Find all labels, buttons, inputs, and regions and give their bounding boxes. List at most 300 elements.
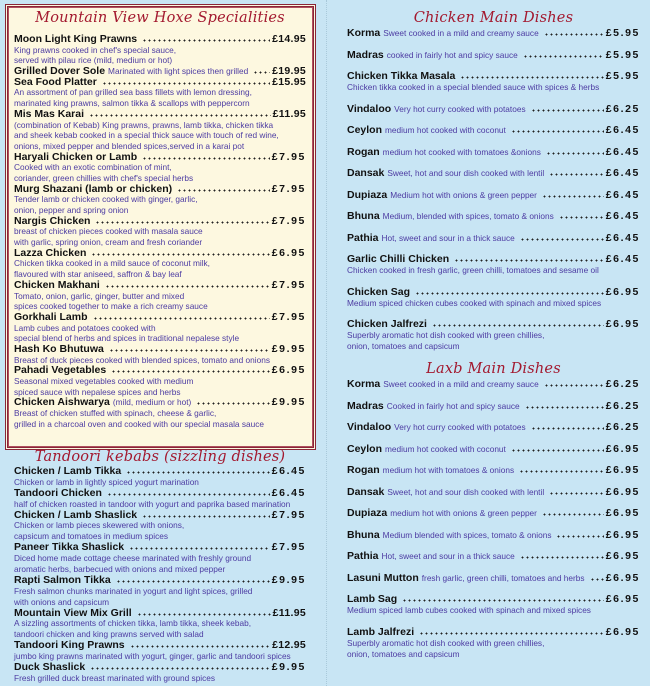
dish-description: King prawns cooked in chef's special sauce, [14,44,177,55]
dotted-leader [556,530,603,538]
menu-item-row [347,287,640,298]
menu-item [347,50,640,61]
dish-description: served with pilau rice (mild, medium or hot) [14,55,173,66]
dish-name: Mountain View Mix Grill [14,606,132,619]
dish-name: Sea Food Platter [14,75,97,88]
menu-list [347,28,640,352]
dotted-leader [107,488,270,496]
dish-name: Mis Mas Karai [14,107,85,120]
dish-description: Chicken cooked in fresh garlic, green chilli, tomatoes and sesame oil [347,265,599,275]
section-heading: Mountain View Hoxe Specialities [35,10,285,26]
menu-item [14,248,306,280]
dish-price: £6.45 [605,167,640,179]
menu-item-row [347,50,640,61]
dish-name: Dupiaza [347,507,388,519]
menu-item [14,344,306,365]
dish-price: £6.45 [605,188,640,201]
menu-list [14,34,306,429]
dish-description: aromatic herbs, barbecued with onions and mixed pepper [14,564,226,575]
dish-description: A sizzling assortments of chicken tikka, lamb tikka, sheek kebab, [14,618,252,629]
dish-name: Lazza Chicken [14,246,87,259]
dish-price: £6.95 [605,464,640,476]
menu-item [347,465,640,476]
menu-item-row [347,190,640,201]
dish-inline-description: Very hot curry cooked with potatoes [394,103,526,114]
dish-name: Grilled Dover Sole [14,65,106,78]
dish-description: (combination of Kebab) King prawns, prawns, lamb tikka, chicken tikka [14,119,274,130]
dish-inline-description: Cooked in fairly hot and spicy sauce [386,400,520,411]
menu-item [347,211,640,222]
column-divider [326,0,327,686]
dotted-leader [542,190,604,198]
dotted-leader [544,379,604,387]
dotted-leader [142,510,270,518]
menu-item [347,422,640,433]
dish-name: Vindaloo [347,421,392,433]
dish-name: Bhuna [347,210,380,222]
dish-description: Medium spiced chicken cubes cooked with spinach and mixed spices [347,297,602,308]
dish-description: special blend of herbs and spices in traditional nepalese style [14,333,240,344]
menu-item-row [347,211,640,222]
menu-item [14,662,306,684]
menu-item-row [347,508,640,519]
dish-name: Korma [347,27,381,39]
dish-description: Chicken or lamb pieces skewered with onions, [14,520,185,531]
dish-description: spiced sauce with nepalese spices and herbs [14,386,181,397]
menu-item [14,397,306,429]
dish-name: Duck Shaslick [14,661,86,674]
dish-description: Medium spiced lamb cubes cooked with spinach and mixed spices [347,605,591,615]
menu-item [14,109,306,152]
dotted-leader [90,662,270,670]
dotted-leader [177,184,270,192]
dish-inline-description: medium hot cooked with tomatoes &onions [382,146,541,157]
dotted-leader [402,594,604,602]
dish-price: £6.45 [605,253,640,265]
dotted-leader [549,487,604,495]
menu-item [347,147,640,158]
dotted-leader [432,319,604,327]
menu-item [347,104,640,115]
menu-item [347,125,640,136]
dish-name: Ceylon [347,442,383,455]
menu-item [14,280,306,312]
menu-item-row [14,109,306,120]
menu-item [14,152,306,184]
section-heading: Laxb Main Dishes [426,361,561,377]
dish-name: Rapti Salmon Tikka [14,573,111,586]
menu-item-row [14,216,306,227]
menu-item-row [347,465,640,476]
dish-inline-description: Sweet cooked in a mild and creamy sauce [383,379,539,389]
dish-name: Chicken / Lamb Shaslick [14,508,138,521]
dish-price: £6.95 [271,246,306,259]
dish-name: Vindaloo [347,102,392,115]
dish-name: Korma [347,378,381,390]
dish-description: onion, tomatoes and capsicum [347,648,460,659]
dish-price: £7.95 [271,541,306,554]
menu-item [14,575,306,608]
dish-price: £6.25 [605,421,640,433]
dish-name: Gorkhali Lamb [14,310,88,323]
menu-item [14,312,306,344]
dish-price: £11.95 [272,107,306,120]
dish-name: Hash Ko Bhutuwa [14,342,104,355]
dotted-leader [460,71,603,79]
menu-item-row [14,344,306,355]
menu-item-row [347,487,640,498]
dish-description: Tomato, onion, garlic, ginger, butter and mixed [14,290,185,301]
dotted-leader [111,365,270,373]
dish-price: £7.95 [271,310,306,323]
menu-item [347,530,640,541]
menu-item-row [347,28,640,39]
menu-item-row [347,627,640,638]
dish-description: Breast of duck pieces cooked with blended spices, tomato and onions [14,354,270,365]
menu-item-row [14,312,306,323]
dish-name: Dansak [347,167,385,179]
dish-name: Haryali Chicken or Lamb [14,150,138,163]
dish-description: Superbly aromatic hot dish cooked with green chillies, [347,637,545,648]
menu-item [14,365,306,397]
dish-name: Chicken / Lamb Tikka [14,465,122,477]
menu-item [14,216,306,248]
menu-item [347,444,640,455]
menu-item [347,487,640,498]
dotted-leader [531,104,604,112]
menu-item-row [14,575,306,586]
dish-name: Chicken Aishwarya [14,396,110,409]
dotted-leader [109,344,270,352]
dish-description: onion, tomatoes and capsicum [347,341,460,351]
dish-price: £14.95 [272,33,306,45]
menu-item [347,379,640,390]
dish-description: onions, mixed pepper and blended spices,served in a karai pot [14,140,245,151]
dish-price: £6.95 [605,442,640,455]
menu-list [347,379,640,660]
menu-item-row [14,184,306,195]
menu-item-row [347,319,640,330]
dish-description: capsicum and tomatoes in medium spices [14,531,169,542]
dotted-leader [511,444,604,452]
dish-name: Murg Shazani (lamb or chicken) [14,182,173,195]
dish-description: half of chicken roasted in tandoor with yogurt and paprika based marination [14,498,291,509]
dish-description: onion, pepper and spring onion [14,205,129,215]
dotted-leader [590,573,604,581]
dish-name: Chicken Makhani [14,278,100,291]
dotted-leader [142,34,270,42]
dish-name: Dupiaza [347,188,388,201]
dish-name: Tandoori King Prawns [14,639,125,652]
dish-price: £7.95 [271,182,306,195]
menu-item-row [14,608,306,619]
dish-price: £6.45 [271,465,306,477]
menu-item-row [14,488,306,499]
dish-name: Bhuna [347,528,380,541]
dish-name: Rogan [347,145,380,158]
dotted-leader [520,551,604,559]
dotted-leader [91,248,269,256]
dish-name: Dansak [347,485,385,498]
menu-item-row [14,662,306,673]
dish-name: Paneer Tikka Shaslick [14,541,125,554]
menu-item [347,551,640,562]
dotted-leader [519,465,604,473]
dotted-leader [559,211,604,219]
dotted-leader [253,66,270,74]
dish-inline-description: fresh garlic, green chilli, tomatoes and herbs [421,572,585,583]
dish-description: spices cooked together to make a rich creamy sauce [14,301,208,312]
dish-inline-description: Sweet, hot and sour dish cooked with lentil [387,168,545,178]
dish-inline-description: Medium, blended with spices, tomato & onions [382,211,554,221]
dish-price: £6.95 [605,593,640,605]
dish-inline-description: Hot, sweet and sour in a thick sauce [381,232,515,243]
dish-name: Chicken Tikka Masala [347,70,456,82]
dish-price: £9.95 [271,342,306,355]
menu-item-row [347,379,640,390]
dish-price: £6.95 [605,507,640,519]
dish-name: Chicken Jalfrezi [347,318,427,330]
dish-description: Chicken tikka cooked in a mild sauce of coconut milk, [14,258,210,269]
tandoori-section [14,449,306,684]
dotted-leader [549,168,604,176]
dish-description: Breast of chicken stuffed with spinach, cheese & garlic, [14,408,217,419]
dotted-leader [196,397,269,405]
menu-item [14,542,306,575]
dotted-leader [542,508,604,516]
menu-item-row [347,168,640,179]
dish-description: Chicken or lamb in lightly spiced yogurt marination [14,476,199,487]
dish-price: £5.95 [605,27,640,39]
dish-price: £19.95 [272,65,306,78]
dotted-leader [454,254,604,262]
menu-item-row [14,365,306,376]
menu-item [14,184,306,216]
dish-price: £6.25 [605,378,640,390]
menu-item [347,319,640,352]
dish-inline-description: Marinated with light spices then grilled [108,66,249,77]
dish-price: £6.45 [605,124,640,136]
dish-description: Chicken tikka cooked in a special blended sauce with spices & herbs [347,82,600,92]
menu-item-row [14,510,306,521]
menu-item [14,640,306,662]
dish-name: Tandoori Chicken [14,486,102,499]
dish-price: £6.95 [605,285,640,298]
dish-price: £7.95 [271,214,306,227]
menu-item [347,287,640,309]
dotted-leader [93,312,270,320]
menu-item [347,254,640,276]
dish-inline-description: medium hot cooked with coconut [385,125,506,135]
dish-name: Garlic Chilli Chicken [347,253,450,265]
section-heading: Tandoori kebabs (sizzling dishes) [34,449,286,465]
dish-description: marinated king prawns, salmon tikka & scallops with peppercorn [14,98,250,109]
dish-name: Ceylon [347,124,383,136]
menu-item [14,608,306,641]
lamb-section [347,361,640,670]
dish-price: £6.95 [605,318,640,330]
dish-price: £6.95 [271,364,306,377]
menu-item [347,190,640,201]
dish-price: £9.95 [271,396,306,409]
menu-item [14,510,306,543]
dotted-leader [126,466,270,474]
dish-inline-description: Hot, sweet and sour in a thick sauce [381,551,515,561]
menu-item [347,71,640,93]
dish-inline-description: Sweet cooked in a mild and creamy sauce [383,28,539,38]
menu-item-row [14,542,306,553]
menu-item-row [14,397,306,408]
dotted-leader [129,542,270,550]
dotted-leader [130,640,270,648]
dish-description: Diced home made cottage cheese marinated with freshly ground [14,553,252,564]
dotted-leader [415,287,604,295]
menu-item-row [14,280,306,291]
dish-description: Tender lamb or chicken cooked with ginger, garlic, [14,194,198,205]
dish-inline-description: Sweet, hot and sour dish cooked with lentil [387,486,545,497]
dish-inline-description: (mild, medium or hot) [112,397,192,408]
dish-name: Nargis Chicken [14,214,91,227]
menu-item-row [347,254,640,265]
dish-inline-description: Medium blended with spices, tomato & onions [382,529,552,540]
menu-item-row [347,551,640,562]
menu-item [347,627,640,660]
section-heading: Chicken Main Dishes [413,10,574,26]
menu-item-row [347,401,640,412]
dish-description: Seasonal mixed vegetables cooked with medium [14,376,194,386]
dotted-leader [95,216,269,224]
dish-name: Lamb Sag [347,593,398,605]
dotted-leader [419,627,604,635]
dish-description: tandoori chicken and king prawns served with salad [14,629,204,640]
menu-item [347,28,640,39]
dish-price: £7.95 [271,150,306,163]
dotted-leader [525,401,604,409]
menu-item-row [14,152,306,163]
menu-item-row [347,530,640,541]
dish-description: An assortment of pan grilled sea bass fillets with lemon dressing, [14,87,252,98]
dish-price: £6.95 [605,485,640,498]
menu-item [14,466,306,488]
dish-description: grilled in a charcoal oven and cooked with our special masala sauce [14,418,264,429]
dish-description: Fresh grilled duck breast marinated with ground spices [14,672,216,683]
dish-description: Lamb cubes and potatoes cooked with [14,322,156,333]
dish-price: £12.95 [272,639,306,652]
dish-description: Fresh salmon chunks marinated in yogurt and light spices, grilled [14,585,253,596]
menu-item [347,233,640,244]
menu-item [347,168,640,179]
dish-price: £6.95 [605,571,640,584]
dish-price: £6.95 [605,550,640,562]
menu-item-row [14,640,306,651]
menu-item [347,594,640,616]
menu-item-row [347,594,640,605]
dish-description: with garlic, spring onion, cream and fresh coriander [14,237,203,248]
dish-description: and sheek kebab cooked in a special thick sauce with touch of red wine, [14,130,279,141]
dotted-leader [520,233,604,241]
dish-price: £7.95 [271,278,306,291]
dish-description: flavoured with star aniseed, saffron & bay leaf [14,269,182,280]
dotted-leader [105,280,270,288]
dish-inline-description: medium hot with tomatoes & onions [382,465,515,475]
dish-inline-description: medium hot with onions & green pepper [390,508,537,518]
dish-description: coriander, green chillies with chef's special herbs [14,172,194,183]
dish-name: Pathia [347,231,379,244]
dish-description: with onions and capsicum [14,596,110,607]
dish-price: £5.95 [605,48,640,61]
dish-description: jumbo king prawns marinated with yogurt, ginger, garlic and tandoori spices [14,651,291,662]
dish-price: £6.45 [605,210,640,222]
dotted-leader [116,575,270,583]
dish-name: Lamb Jalfrezi [347,625,415,638]
dotted-leader [531,422,604,430]
dish-price: £15.95 [272,75,306,88]
dish-price: £6.45 [271,486,306,499]
dotted-leader [546,147,604,155]
menu-item-row [347,573,640,584]
dotted-leader [142,152,270,160]
dish-inline-description: Very hot curry cooked with potatoes [394,422,526,432]
dish-price: £6.45 [605,145,640,158]
dotted-leader [523,50,604,58]
dish-price: £6.95 [605,528,640,541]
menu-item-row [347,125,640,136]
menu-item-row [347,444,640,455]
dish-price: £9.95 [271,573,306,586]
dish-inline-description: Medium hot with onions & green pepper [390,189,537,200]
menu-item-row [347,71,640,82]
dotted-leader [102,77,270,85]
dish-price: £6.95 [605,625,640,638]
dish-name: Lasuni Mutton [347,571,419,584]
dish-description: Superbly aromatic hot dish cooked with green chillies, [347,330,545,340]
specialities-section [14,10,306,429]
menu-item-row [14,248,306,259]
dish-name: Moon Light King Prawns [14,33,138,45]
menu-list [14,466,306,684]
dish-price: £6.25 [605,102,640,115]
dish-price: £6.45 [605,231,640,244]
dotted-leader [511,125,604,133]
dotted-leader [544,28,604,36]
dish-price: £7.95 [271,508,306,521]
dish-price: £11.95 [272,606,306,619]
menu-item [14,77,306,109]
menu-item-row [14,77,306,88]
dish-name: Madras [347,399,384,412]
chicken-section [347,10,640,363]
menu-item [347,573,640,584]
menu-item-row [347,422,640,433]
dish-price: £6.25 [605,399,640,412]
dish-name: Pahadi Vegetables [14,364,107,377]
dish-inline-description: cooked in fairly hot and spicy sauce [386,49,518,60]
menu-item [14,34,306,66]
dish-inline-description: medium hot cooked with coconut [385,443,506,454]
menu-item-row [347,104,640,115]
menu-item-row [347,233,640,244]
dish-name: Rogan [347,464,380,476]
menu-item [14,488,306,510]
menu-item [347,508,640,519]
dotted-leader [89,109,271,117]
menu-item [347,401,640,412]
dish-price: £9.95 [271,661,306,674]
dish-name: Madras [347,48,384,61]
menu-item-row [14,466,306,477]
dish-price: £5.95 [605,70,640,82]
dish-description: Cooked with an exotic combination of mint, [14,162,172,173]
